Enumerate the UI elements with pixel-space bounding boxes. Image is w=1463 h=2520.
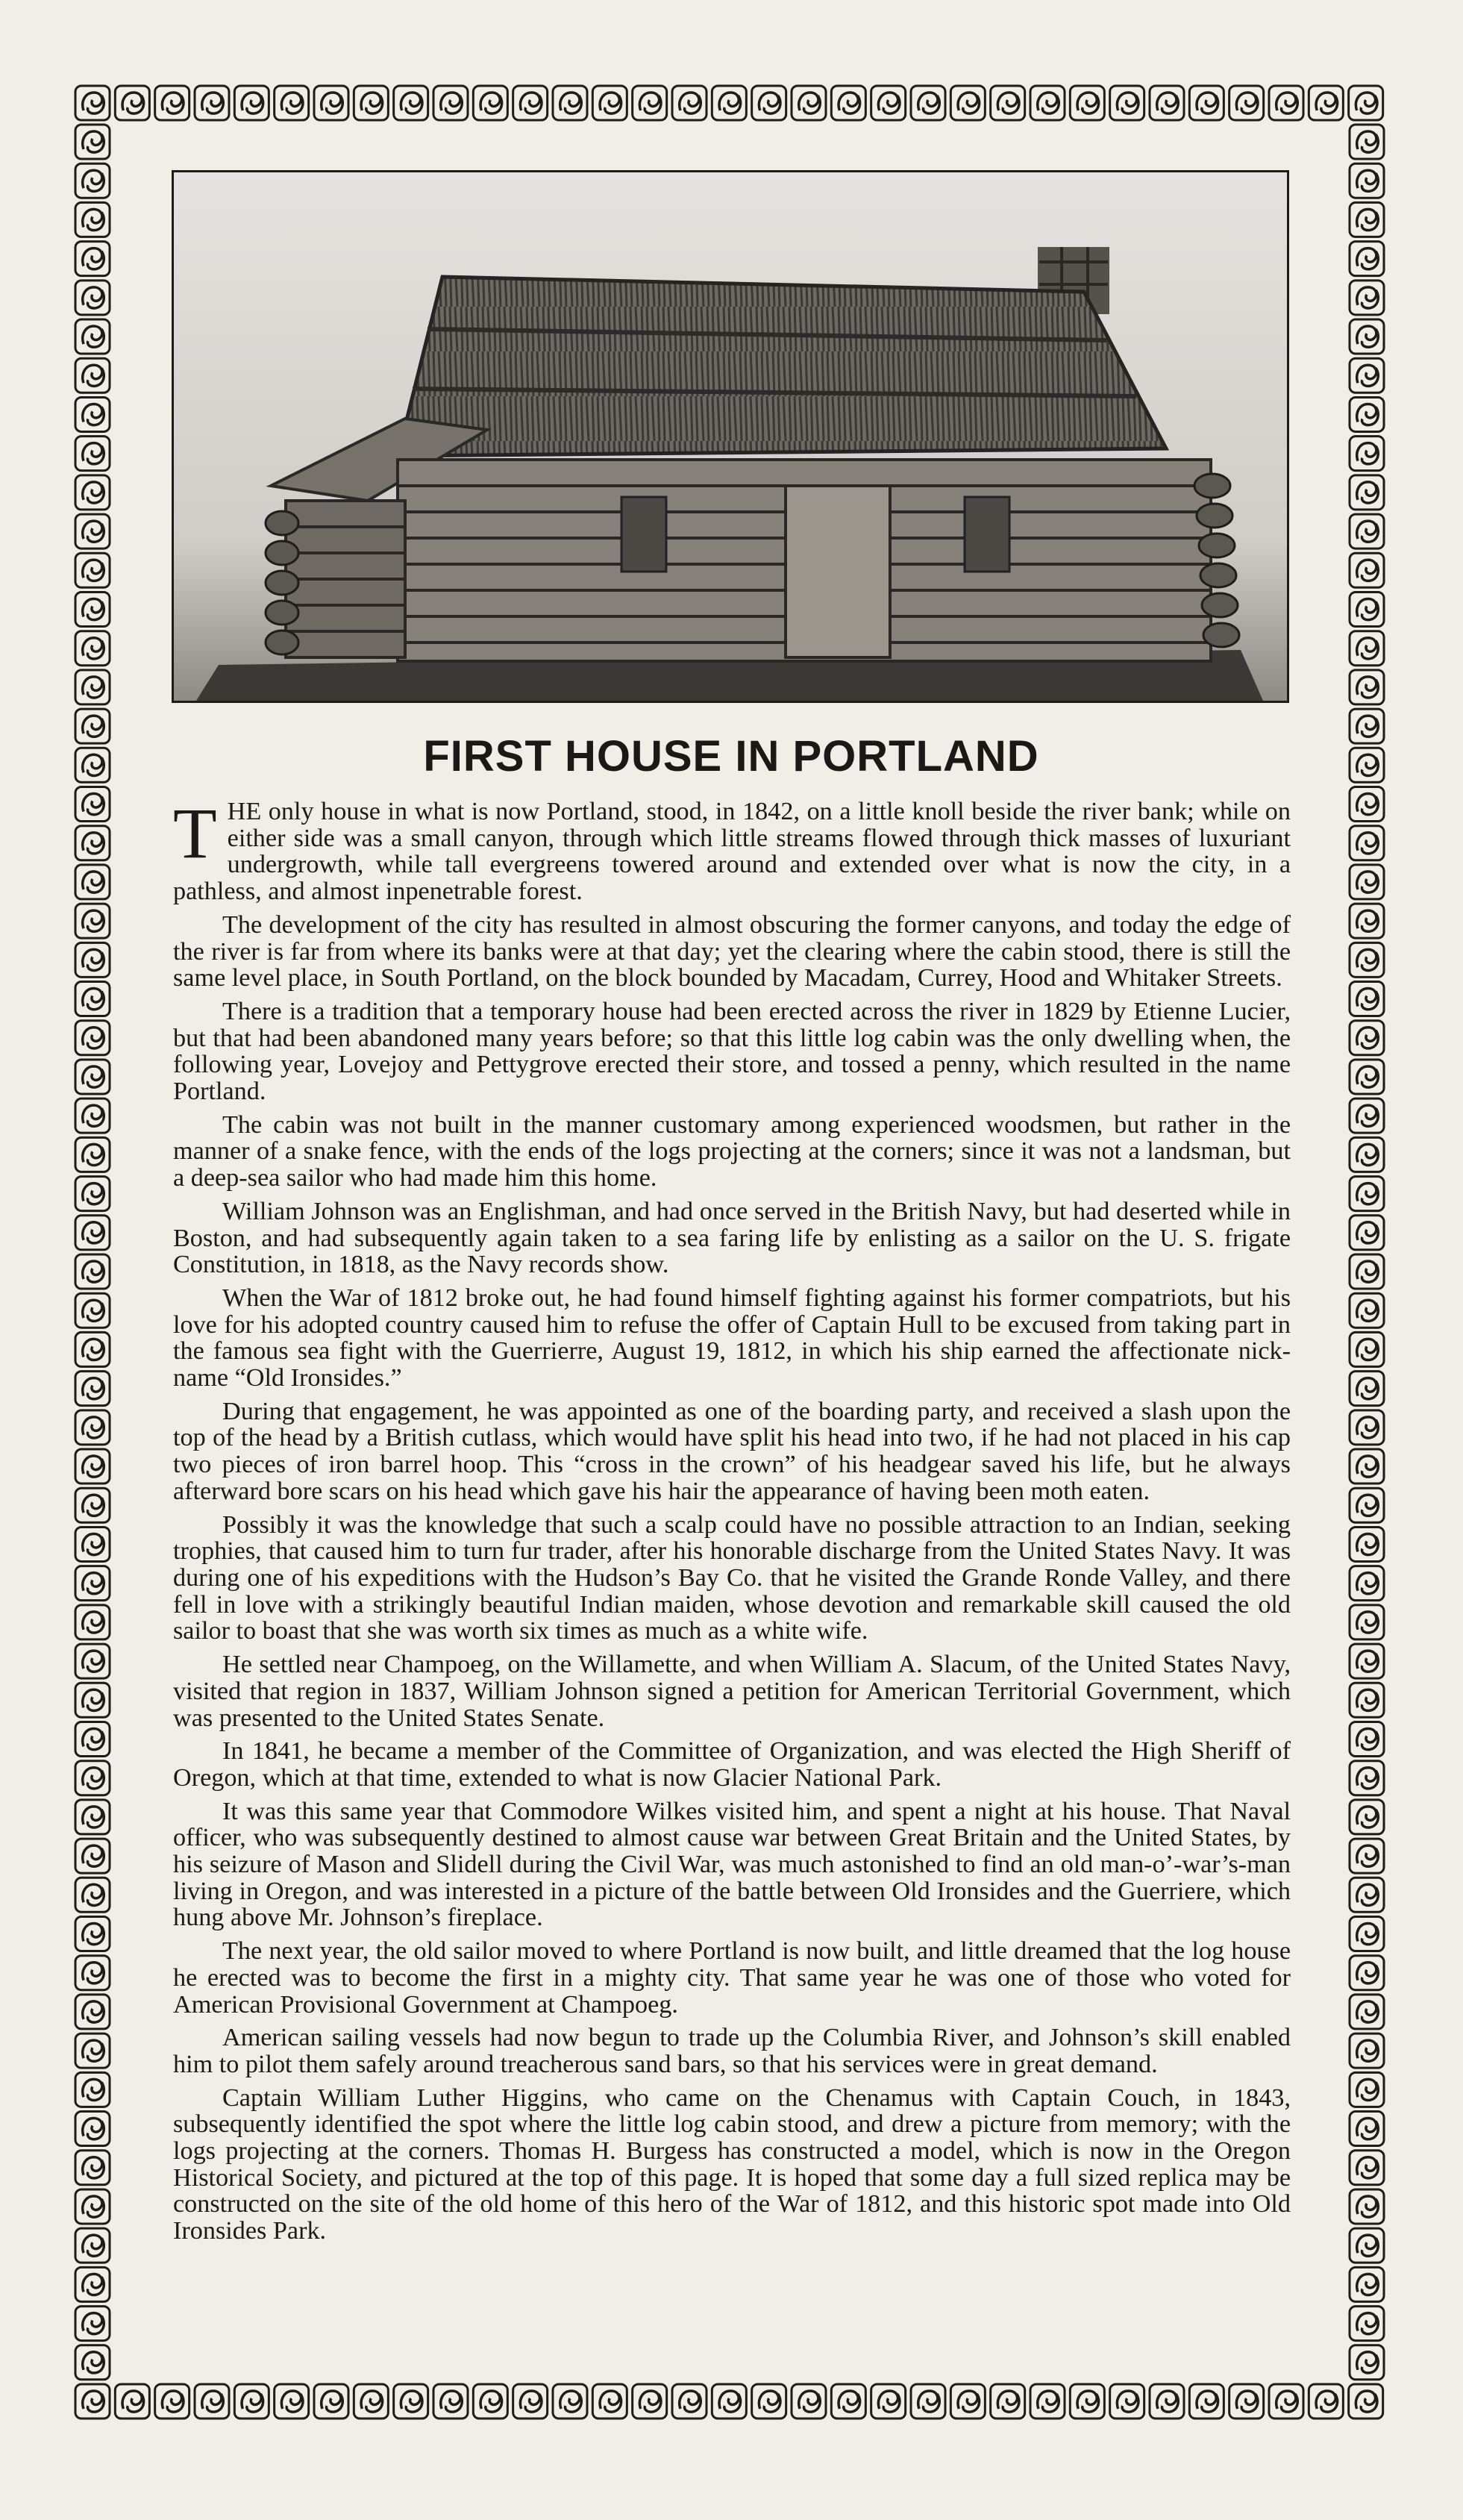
ornamental-scroll-tile-icon (1350, 1372, 1384, 1406)
ornamental-scroll-tile-icon (75, 1410, 110, 1445)
ornamental-scroll-tile-icon (1350, 1683, 1384, 1717)
ornamental-scroll-tile-icon (672, 86, 707, 120)
ornamental-scroll-tile-icon (1350, 1137, 1384, 1172)
ornamental-scroll-tile-icon (1269, 86, 1303, 120)
ornamental-scroll-tile-icon (75, 826, 110, 860)
ornamental-scroll-tile-icon (75, 475, 110, 510)
ornamental-scroll-tile-icon (75, 748, 110, 782)
ornamental-scroll-tile-icon (1350, 2189, 1384, 2224)
ornamental-scroll-tile-icon (195, 2384, 229, 2419)
ornamental-scroll-tile-icon (75, 86, 110, 120)
ornamental-scroll-tile-icon (1350, 2112, 1384, 2146)
ornamental-scroll-tile-icon (75, 1722, 110, 1756)
ornamental-scroll-tile-icon (75, 1137, 110, 1172)
ornamental-scroll-tile-icon (633, 86, 667, 120)
ornamental-scroll-tile-icon (831, 2384, 865, 2419)
ornamental-scroll-tile-icon (1350, 942, 1384, 977)
article-paragraph: During that engagement, he was appointed as one of the boarding party, and received a slash upon the top of the head by a British cutlass, which would have split his head into two, if he had not placed in his cap two pieces of iron barrel hoop. This “cross in the crown” of his headgear saved his life, but he always afterward bore scars on his head which gave his hair the appearance of having been moth eaten. (173, 1397, 1291, 1505)
ornamental-scroll-tile-icon (314, 86, 348, 120)
ornamental-scroll-tile-icon (1350, 1644, 1384, 1678)
ornamental-scroll-tile-icon (75, 242, 110, 276)
ornamental-scroll-tile-icon (75, 592, 110, 626)
article-paragraph: The development of the city has resulted in almost obscuring the former canyons, and today the edge of the river is far from where its banks were at that day; yet the clearing where the cabin stood, there is still the same level place, in South Portland, on the block bounded by Macadam, Currey, Hood and Whitaker Streets. (173, 910, 1291, 992)
article-paragraph: In 1841, he became a member of the Committee of Organization, and was elected the High Sheriff of Oregon, which at that time, extended to what is now Glacier National Park. (173, 1737, 1291, 1792)
ornamental-scroll-tile-icon (75, 982, 110, 1016)
ornamental-scroll-tile-icon (75, 125, 110, 159)
ornamental-scroll-tile-icon (1150, 2384, 1184, 2419)
ornamental-scroll-tile-icon (1350, 670, 1384, 704)
ornamental-scroll-tile-icon (1309, 86, 1343, 120)
ornamental-scroll-tile-icon (1350, 1216, 1384, 1250)
ornamental-scroll-tile-icon (1030, 2384, 1065, 2419)
ornamental-scroll-tile-icon (1070, 86, 1104, 120)
ornamental-scroll-tile-icon (75, 2112, 110, 2146)
ornamental-scroll-tile-icon (473, 86, 507, 120)
ornamental-scroll-tile-icon (1350, 281, 1384, 315)
ornamental-scroll-tile-icon (633, 2384, 667, 2419)
ornamental-scroll-tile-icon (1350, 1021, 1384, 1055)
ornamental-border-right (1347, 122, 1386, 2382)
ornamental-scroll-tile-icon (1070, 2384, 1104, 2419)
ornamental-scroll-tile-icon (75, 1254, 110, 1289)
ornamental-scroll-tile-icon (75, 2189, 110, 2224)
ornamental-scroll-tile-icon (871, 2384, 906, 2419)
article-paragraph: Possibly it was the knowledge that such a scalp could have no possible attraction to an Indian, seeking trophies, that caused him to turn fur trader, after his honorable discharge from the United States Navy. It was during one of his expeditions with the Hudson’s Bay Co. that he visited the Grande Ronde Valley, and there fell in love with a strikingly beautiful Indian maiden, whose devotion and remarkable skill caused the old sailor to boast that she was worth six times as much as a white wife. (173, 1510, 1291, 1645)
article-title: FIRST HOUSE IN PORTLAND (423, 732, 1039, 781)
ornamental-scroll-tile-icon (1350, 1060, 1384, 1094)
ornamental-scroll-tile-icon (75, 1605, 110, 1639)
ornamental-scroll-tile-icon (433, 2384, 468, 2419)
ornamental-scroll-tile-icon (1350, 397, 1384, 431)
ornamental-scroll-tile-icon (195, 86, 229, 120)
ornamental-scroll-tile-icon (75, 1060, 110, 1094)
ornamental-scroll-tile-icon (1350, 437, 1384, 471)
ornamental-scroll-tile-icon (792, 86, 826, 120)
ornamental-scroll-tile-icon (75, 1372, 110, 1406)
ornamental-scroll-tile-icon (831, 86, 865, 120)
ornamental-scroll-tile-icon (234, 86, 269, 120)
ornamental-scroll-tile-icon (75, 1800, 110, 1834)
article-paragraph: THE only house in what is now Portland, stood, in 1842, on a little knoll beside the river bank; while on either side was a small canyon, through which little streams flowed through thick masses of luxuriant undergrowth, while tall evergreens towered around and extended over what is now the city, in a pathless, and almost inpenetrable forest. (173, 793, 1291, 906)
ornamental-scroll-tile-icon (1350, 475, 1384, 510)
ornamental-scroll-tile-icon (1350, 982, 1384, 1016)
ornamental-scroll-tile-icon (1350, 748, 1384, 782)
ornamental-scroll-tile-icon (1189, 2384, 1224, 2419)
ornamental-scroll-tile-icon (1350, 2072, 1384, 2107)
ornamental-scroll-tile-icon (1350, 1177, 1384, 1211)
ornamental-scroll-tile-icon (1269, 2384, 1303, 2419)
ornamental-scroll-tile-icon (75, 904, 110, 938)
ornamental-scroll-tile-icon (991, 2384, 1025, 2419)
ornamental-scroll-tile-icon (1350, 2151, 1384, 2185)
ornamental-scroll-tile-icon (911, 86, 945, 120)
ornamental-scroll-tile-icon (75, 2345, 110, 2380)
ornamental-scroll-tile-icon (75, 2307, 110, 2341)
ornamental-scroll-tile-icon (1349, 2384, 1383, 2419)
ornamental-scroll-tile-icon (275, 86, 309, 120)
ornamental-scroll-tile-icon (75, 1293, 110, 1328)
ornamental-scroll-tile-icon (950, 2384, 985, 2419)
ornamental-scroll-tile-icon (592, 86, 627, 120)
article-paragraph: The cabin was not built in the manner customary among experienced woodsmen, but rather in the manner of a snake fence, with the ends of the logs projecting at the corners; since it was not a landsman, but a deep-sea sailor who had made him this home. (173, 1110, 1291, 1192)
ornamental-scroll-tile-icon (75, 1917, 110, 1951)
ornamental-scroll-tile-icon (75, 2228, 110, 2263)
ornamental-scroll-tile-icon (513, 86, 548, 120)
ornamental-scroll-tile-icon (1350, 1761, 1384, 1795)
article-paragraph: Captain William Luther Higgins, who came on the Chenamus with Captain Couch, in 1843, subsequently identified the spot where the little log cabin stood, and drew a picture from memory; with the logs projecting at the corners. Thomas H. Burgess has constructed a model, which is now in the Oregon Historical Society, and pictured at the top of this page. It is hoped that some day a full sized replica may be constructed on the site of the old home of this hero of the War of 1812, and this historic spot made into Old Ironsides Park. (173, 2083, 1291, 2245)
ornamental-scroll-tile-icon (1350, 2345, 1384, 2380)
ornamental-scroll-tile-icon (1350, 2267, 1384, 2301)
article-paragraph: The next year, the old sailor moved to where Portland is now built, and little dreamed that the log house he erected was to become the first in a mighty city. That same year he was one of those who voted for American Provisional Government at Champoeg. (173, 1937, 1291, 2019)
ornamental-scroll-tile-icon (1350, 553, 1384, 587)
article-paragraph: American sailing vessels had now begun to trade up the Columbia River, and Johnson’s skill enabled him to pilot them safely around treacherous sand bars, so that his services were in great demand. (173, 2024, 1291, 2078)
ornamental-scroll-tile-icon (1110, 2384, 1144, 2419)
article-paragraph: He settled near Champoeg, on the Willamette, and when William A. Slacum, of the United States Navy, visited that region in 1837, William Johnson signed a petition for American Territorial Government, which was presented to the United States Senate. (173, 1651, 1291, 1732)
ornamental-scroll-tile-icon (394, 86, 428, 120)
ornamental-scroll-tile-icon (513, 2384, 548, 2419)
ornamental-scroll-tile-icon (75, 397, 110, 431)
ornamental-scroll-tile-icon (75, 514, 110, 548)
ornamental-scroll-tile-icon (1350, 125, 1384, 159)
ornamental-scroll-tile-icon (1350, 1878, 1384, 1912)
ornamental-scroll-tile-icon (1350, 592, 1384, 626)
ornamental-scroll-tile-icon (712, 2384, 746, 2419)
ornamental-scroll-tile-icon (1350, 358, 1384, 393)
ornamental-scroll-tile-icon (155, 86, 189, 120)
ornamental-scroll-tile-icon (354, 2384, 388, 2419)
ornamental-scroll-tile-icon (75, 437, 110, 471)
ornamental-scroll-tile-icon (75, 2151, 110, 2185)
ornamental-scroll-tile-icon (1229, 86, 1264, 120)
ornamental-scroll-tile-icon (1350, 1917, 1384, 1951)
ornamental-scroll-tile-icon (75, 1527, 110, 1561)
ornamental-scroll-tile-icon (1350, 1488, 1384, 1522)
ornamental-scroll-tile-icon (1309, 2384, 1343, 2419)
ornamental-scroll-tile-icon (1350, 1254, 1384, 1289)
ornamental-scroll-tile-icon (1350, 2307, 1384, 2341)
ornamental-scroll-tile-icon (75, 553, 110, 587)
ornamental-scroll-tile-icon (1350, 1098, 1384, 1133)
ornamental-scroll-tile-icon (234, 2384, 269, 2419)
ornamental-scroll-tile-icon (75, 281, 110, 315)
ornamental-scroll-tile-icon (1350, 787, 1384, 822)
ornamental-scroll-tile-icon (1350, 1800, 1384, 1834)
log-cabin-model-icon (174, 172, 1287, 701)
ornamental-border-top (73, 84, 1386, 122)
ornamental-scroll-tile-icon (1350, 1449, 1384, 1483)
ornamental-scroll-tile-icon (354, 86, 388, 120)
ornamental-scroll-tile-icon (75, 1761, 110, 1795)
ornamental-scroll-tile-icon (75, 202, 110, 237)
ornamental-scroll-tile-icon (1189, 86, 1224, 120)
ornamental-scroll-tile-icon (75, 865, 110, 899)
ornamental-scroll-tile-icon (75, 1098, 110, 1133)
article-paragraph: When the War of 1812 broke out, he had found himself fighting against his former compatriots, but his love for his adopted country caused him to refuse the offer of Captain Hull to be excused from taking part in the famous sea fight with the Guerrierre, August 19, 1812, in which his ship earned the affectionate nick-name “Old Ironsides.” (173, 1284, 1291, 1392)
ornamental-scroll-tile-icon (75, 1566, 110, 1601)
ornamental-scroll-tile-icon (1110, 86, 1144, 120)
ornamental-scroll-tile-icon (712, 86, 746, 120)
ornamental-scroll-tile-icon (75, 1683, 110, 1717)
ornamental-scroll-tile-icon (553, 86, 587, 120)
ornamental-scroll-tile-icon (1350, 1956, 1384, 1990)
ornamental-scroll-tile-icon (1350, 1293, 1384, 1328)
article-paragraph: William Johnson was an Englishman, and had once served in the British Navy, but had deserted while in Boston, and had subsequently again taken to a sea faring life by enlisting as a sailor on the U. S. frigate Constitution, in 1818, as the Navy records show. (173, 1197, 1291, 1279)
ornamental-scroll-tile-icon (1350, 1410, 1384, 1445)
ornamental-scroll-tile-icon (752, 86, 786, 120)
ornamental-scroll-tile-icon (1350, 1527, 1384, 1561)
ornamental-scroll-tile-icon (75, 163, 110, 198)
ornamental-scroll-tile-icon (75, 319, 110, 354)
ornamental-scroll-tile-icon (1350, 1566, 1384, 1601)
ornamental-scroll-tile-icon (1350, 2033, 1384, 2068)
ornamental-scroll-tile-icon (75, 942, 110, 977)
ornamental-scroll-tile-icon (1030, 86, 1065, 120)
ornamental-scroll-tile-icon (75, 1021, 110, 1055)
ornamental-scroll-tile-icon (1349, 86, 1383, 120)
ornamental-scroll-tile-icon (75, 2384, 110, 2419)
ornamental-scroll-tile-icon (1350, 1332, 1384, 1366)
drop-cap: T (173, 793, 217, 873)
ornamental-scroll-tile-icon (75, 1878, 110, 1912)
ornamental-scroll-tile-icon (1350, 242, 1384, 276)
ornamental-scroll-tile-icon (275, 2384, 309, 2419)
ornamental-scroll-tile-icon (1350, 631, 1384, 666)
ornamental-scroll-tile-icon (1350, 1839, 1384, 1873)
ornamental-scroll-tile-icon (1350, 865, 1384, 899)
ornamental-scroll-tile-icon (1350, 826, 1384, 860)
ornamental-scroll-tile-icon (991, 86, 1025, 120)
ornamental-scroll-tile-icon (1350, 1995, 1384, 2029)
ornamental-scroll-tile-icon (672, 2384, 707, 2419)
ornamental-scroll-tile-icon (473, 2384, 507, 2419)
ornamental-scroll-tile-icon (75, 1216, 110, 1250)
ornamental-scroll-tile-icon (75, 631, 110, 666)
ornamental-scroll-tile-icon (871, 86, 906, 120)
ornamental-scroll-tile-icon (75, 2033, 110, 2068)
ornamental-scroll-tile-icon (1350, 514, 1384, 548)
ornamental-scroll-tile-icon (1229, 2384, 1264, 2419)
ornamental-scroll-tile-icon (592, 2384, 627, 2419)
article-paragraph: It was this same year that Commodore Wilkes visited him, and spent a night at his house. That Naval officer, who was subsequently destined to almost cause war between Great Britain and the United States, by his seizure of Mason and Slidell during the Civil War, was much astonished to find an old man-o’-war’s-man living in Oregon, and was interested in a picture of the battle between Old Ironsides and the Guerriere, which hung above Mr. Johnson’s fireplace. (173, 1797, 1291, 1932)
ornamental-scroll-tile-icon (394, 2384, 428, 2419)
ornamental-scroll-tile-icon (75, 787, 110, 822)
ornamental-scroll-tile-icon (75, 670, 110, 704)
ornamental-scroll-tile-icon (1350, 163, 1384, 198)
ornamental-scroll-tile-icon (75, 1839, 110, 1873)
ornamental-scroll-tile-icon (115, 86, 149, 120)
ornamental-scroll-tile-icon (792, 2384, 826, 2419)
ornamental-scroll-tile-icon (75, 2267, 110, 2301)
ornamental-scroll-tile-icon (553, 2384, 587, 2419)
ornamental-scroll-tile-icon (75, 1449, 110, 1483)
ornamental-scroll-tile-icon (911, 2384, 945, 2419)
ornamental-scroll-tile-icon (1350, 319, 1384, 354)
ornamental-scroll-tile-icon (1350, 1722, 1384, 1756)
log-cabin-photo (172, 170, 1289, 703)
ornamental-scroll-tile-icon (75, 709, 110, 743)
ornamental-scroll-tile-icon (1350, 202, 1384, 237)
ornamental-scroll-tile-icon (1350, 1605, 1384, 1639)
ornamental-scroll-tile-icon (75, 1995, 110, 2029)
ornamental-scroll-tile-icon (433, 86, 468, 120)
article-body (173, 793, 1291, 2251)
article-paragraph: There is a tradition that a temporary house had been erected across the river in 1829 by Etienne Lucier, but that had been abandoned many years before; so that this little log cabin was the only dwelling when, the following year, Lovejoy and Pettygrove erected their store, and tossed a penny, which resulted in the name Portland. (173, 997, 1291, 1106)
ornamental-scroll-tile-icon (75, 1644, 110, 1678)
ornamental-scroll-tile-icon (1350, 2228, 1384, 2263)
ornamental-scroll-tile-icon (75, 2072, 110, 2107)
ornamental-scroll-tile-icon (115, 2384, 149, 2419)
ornamental-scroll-tile-icon (1150, 86, 1184, 120)
ornamental-scroll-tile-icon (75, 358, 110, 393)
ornamental-scroll-tile-icon (314, 2384, 348, 2419)
ornamental-scroll-tile-icon (75, 1332, 110, 1366)
ornamental-scroll-tile-icon (155, 2384, 189, 2419)
ornamental-scroll-tile-icon (1350, 709, 1384, 743)
ornamental-scroll-tile-icon (752, 2384, 786, 2419)
ornamental-scroll-tile-icon (75, 1956, 110, 1990)
ornamental-scroll-tile-icon (1350, 904, 1384, 938)
ornamental-scroll-tile-icon (950, 86, 985, 120)
ornamental-scroll-tile-icon (75, 1488, 110, 1522)
ornamental-border-bottom (73, 2382, 1386, 2421)
ornamental-scroll-tile-icon (75, 1177, 110, 1211)
ornamental-border-left (73, 122, 112, 2382)
